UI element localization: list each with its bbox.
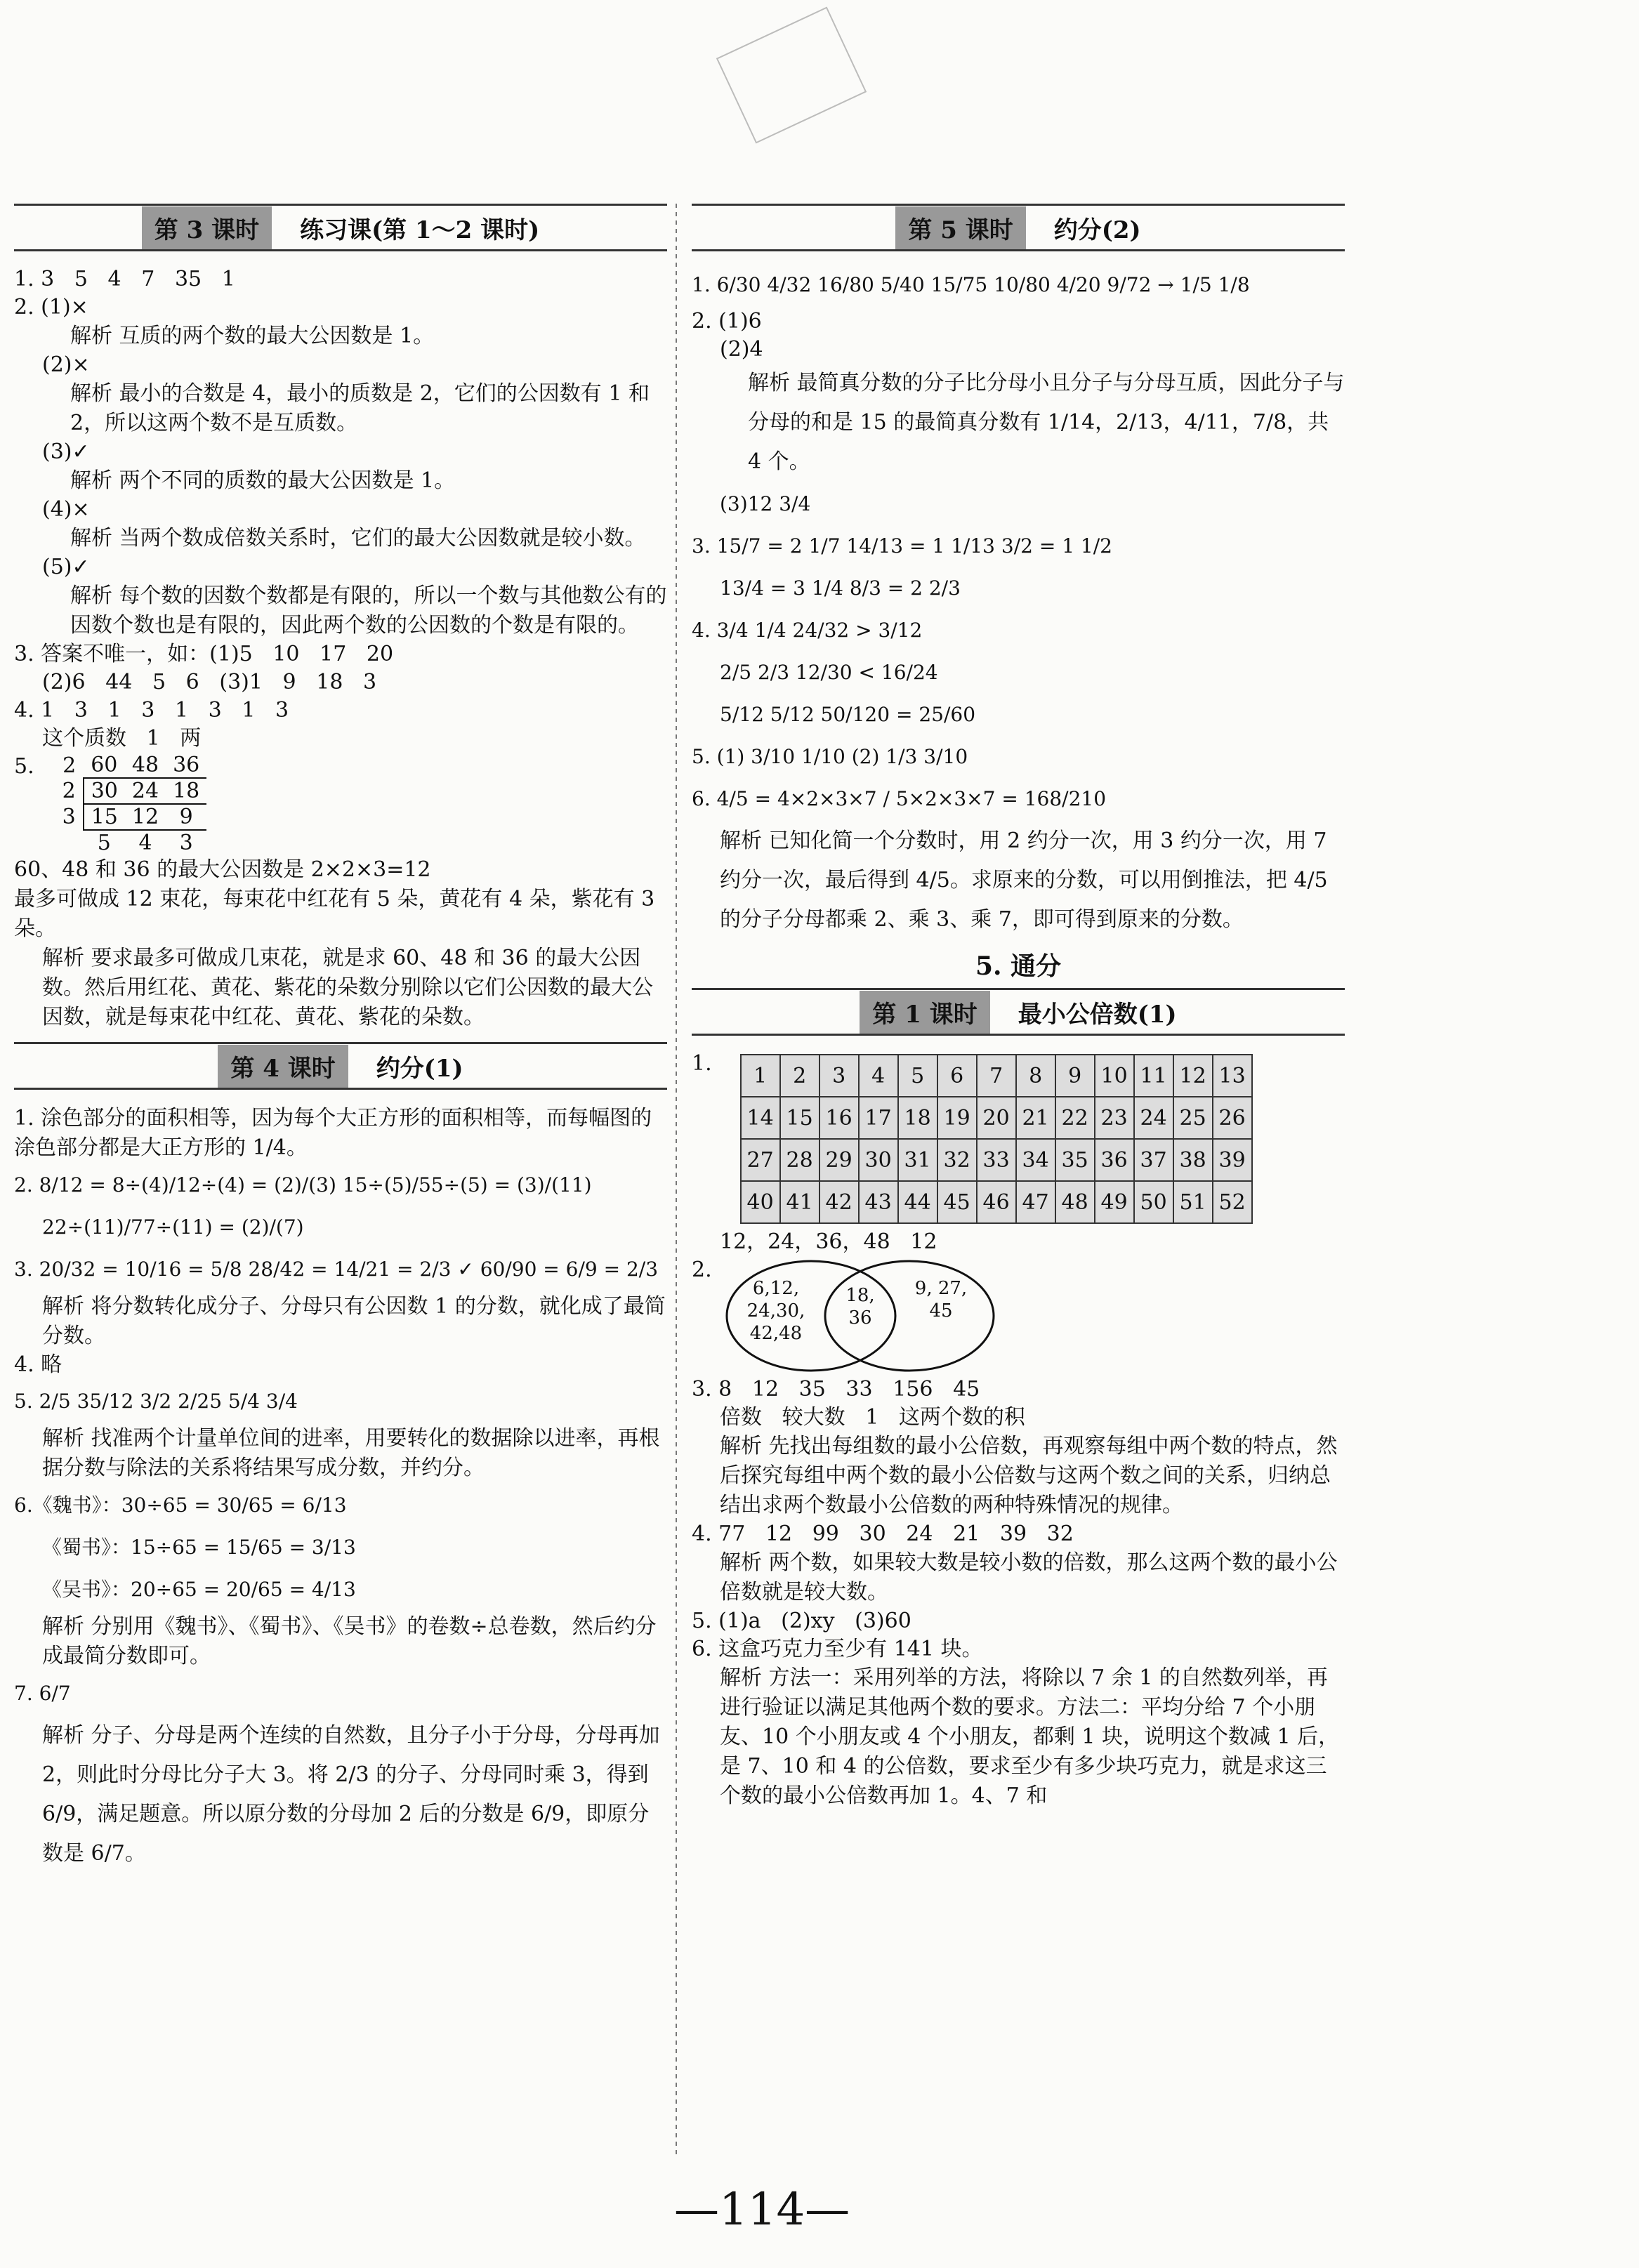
- answer-line: 12，24，36，48 12: [720, 1229, 937, 1254]
- answer-line: 3. 答案不唯一，如：(1)5 10 17 20: [14, 642, 394, 666]
- explanation: 解析 要求最多可做成几束花，就是求 60、48 和 36 的最大公因数。然后用红花、黄花、紫花的朵数分别除以它们公因数的最大公因数，就是每束花中红花、黄花、紫花的朵数。: [42, 946, 653, 1029]
- venn-left-set: 6,12, 24,30, 42,48: [746, 1278, 805, 1344]
- grid-cell: 29: [820, 1139, 859, 1181]
- grid-cell: 18: [898, 1097, 937, 1139]
- explanation: 解析 互质的两个数的最大公因数是 1。: [70, 324, 435, 348]
- answer-line: 倍数 较大数 1 这两个数的积: [720, 1405, 1025, 1430]
- lesson-tag: 第 1 课时: [860, 991, 989, 1034]
- explanation: 解析 最简真分数的分子比分母小且分子与分母互质，因此分子与分母的和是 15 的最简真分数有 1/14，2/13，4/11，7/8，共 4 个。: [748, 371, 1345, 474]
- lesson-tag: 第 5 课时: [895, 206, 1025, 249]
- grid-cell: 23: [1095, 1097, 1134, 1139]
- grid-cell: 35: [1055, 1139, 1095, 1181]
- answer-line: 60、48 和 36 的最大公因数是 2×2×3=12: [14, 857, 431, 882]
- short-division-table: 2 60 48 36 2 30 24 18 3 15 12 9 5 4 3: [55, 753, 207, 855]
- fraction-row: 7. 6/7: [14, 1682, 71, 1705]
- grid-cell: 43: [859, 1181, 898, 1223]
- explanation: 解析 当两个数成倍数关系时，它们的最大公因数就是较小数。: [70, 526, 646, 550]
- grid-cell: 1: [741, 1055, 780, 1097]
- fraction-row: 2/5 2/3 12/30 < 16/24: [720, 661, 938, 684]
- explanation: 解析 已知化简一个分数时，用 2 约分一次，用 3 约分一次，用 7 约分一次，最后得到 4/5。求原来的分数，可以用倒推法，把 4/5 的分子分母都乘 2、乘 3、乘 7，即可得到原来的分数。: [720, 829, 1328, 932]
- answer-line: 5. (1)a (2)xy (3)60: [692, 1609, 911, 1633]
- explanation: 解析 两个不同的质数的最大公因数是 1。: [70, 468, 456, 493]
- answer-line: (2)4: [720, 337, 763, 362]
- answer-line: 3. 8 12 35 33 156 45: [692, 1377, 980, 1402]
- fraction-row: 5/12 5/12 50/120 = 25/60: [720, 703, 976, 726]
- venn-right-set: 9, 27, 45: [914, 1278, 968, 1321]
- lesson-title: 约分(1): [376, 1054, 463, 1083]
- lesson-title: 最小公倍数(1): [1018, 1000, 1177, 1029]
- explanation: 解析 每个数的因数个数都是有限的，所以一个数与其他数公有的因数个数也是有限的，因此两个数的公因数的个数是有限的。: [70, 584, 667, 638]
- division-block: 5. 2 60 48 36 2 30 24 18 3 15 12 9 5 4 3: [14, 753, 667, 855]
- fraction-row: 3. 20/32 = 10/16 = 5/8 28/42 = 14/21 = 2/3 ✓ 60/90 = 6/9 = 2/3: [14, 1258, 659, 1281]
- grid-cell: 48: [1055, 1181, 1095, 1223]
- lesson-5-header: [692, 204, 1345, 251]
- grid-cell: 26: [1213, 1097, 1252, 1139]
- answer-line: 1. 涂色部分的面积相等，因为每个大正方形的面积相等，而每幅图的涂色部分都是大正方形的 1/4。: [14, 1106, 652, 1160]
- grid-cell: 16: [820, 1097, 859, 1139]
- fraction-row: 5. 2/5 35/12 3/2 2/25 5/4 3/4: [14, 1390, 298, 1413]
- lcm-lesson-1-header: [692, 988, 1345, 1036]
- column-divider: [676, 204, 677, 2156]
- grid-cell: 37: [1134, 1139, 1173, 1181]
- fraction-row: 《蜀书》：15÷65 = 15/65 = 3/13: [42, 1536, 356, 1559]
- answer-line: 6. 这盒巧克力至少有 141 块。: [692, 1637, 983, 1661]
- grid-cell: 30: [859, 1139, 898, 1181]
- grid-cell: 38: [1173, 1139, 1213, 1181]
- fraction-row: 1. 6/30 4/32 16/80 5/40 15/75 10/80 4/20 9/72 → 1/5 1/8: [692, 273, 1250, 296]
- answer-line: 这个质数 1 两: [42, 726, 202, 751]
- grid-cell: 41: [780, 1181, 820, 1223]
- section-title: 5. 通分: [975, 951, 1062, 981]
- explanation: 解析 分子、分母是两个连续的自然数，且分子小于分母，分母再加 2，则此时分母比分子大 3。将 2/3 的分子、分母同时乘 3，得到 6/9，满足题意。所以原分数的分母加 2 后的分数是 6/9，即原分数是 6/7。: [42, 1723, 660, 1866]
- grid-cell: 45: [937, 1181, 977, 1223]
- answer-line: 2. (1)6: [692, 309, 762, 334]
- grid-cell: 25: [1173, 1097, 1213, 1139]
- number-grid-block: 1. 1 2 3 4 5 6 7 8 9 10 11 12 13 14 15 16 17 18 19 20 21 22 23 24 25 26 27 28 29 30 31 32 33 34 35 36 37 38 39 40 41 42 43 44 45 46 47 48 49 50 51 52: [692, 1050, 1345, 1228]
- grid-cell: 31: [898, 1139, 937, 1181]
- answer-line: (2)×: [42, 352, 90, 377]
- answer-line: (4)×: [42, 497, 90, 522]
- right-column: [692, 204, 1345, 1811]
- explanation: 解析 两个数，如果较大数是较小数的倍数，那么这两个数的最小公倍数就是较大数。: [720, 1550, 1338, 1604]
- grid-cell: 20: [977, 1097, 1016, 1139]
- left-column: [14, 204, 667, 1873]
- grid-cell: 9: [1055, 1055, 1095, 1097]
- explanation: 解析 找准两个计量单位间的进率，用要转化的数据除以进率，再根据分数与除法的关系将结果写成分数，并约分。: [42, 1426, 660, 1480]
- grid-cell: 15: [780, 1097, 820, 1139]
- grid-row: [741, 1097, 1252, 1139]
- grid-cell: 4: [859, 1055, 898, 1097]
- answer-line: 2. (1)×: [14, 295, 88, 319]
- grid-cell: 47: [1016, 1181, 1055, 1223]
- explanation: 解析 将分数转化成分子、分母只有公因数 1 的分数，就化成了最简分数。: [42, 1294, 666, 1348]
- answer-line: 最多可做成 12 束花，每束花中红花有 5 朵，黄花有 4 朵，紫花有 3 朵。: [14, 887, 655, 941]
- grid-cell: 49: [1095, 1181, 1134, 1223]
- fraction-row: 5. (1) 3/10 1/10 (2) 1/3 3/10: [692, 745, 968, 768]
- lesson-tag: 第 4 课时: [218, 1045, 348, 1088]
- fraction-row: 13/4 = 3 1/4 8/3 = 2 2/3: [720, 576, 961, 600]
- grid-cell: 46: [977, 1181, 1016, 1223]
- grid-cell: 2: [780, 1055, 820, 1097]
- fraction-row: (3)12 3/4: [720, 492, 811, 515]
- answer-line: (2)6 44 5 6 (3)1 9 18 3: [42, 670, 377, 694]
- venn-diagram: 2. 6,12, 24,30, 42,48 18, 36 9, 27, 45: [720, 1256, 1345, 1376]
- grid-cell: 36: [1095, 1139, 1134, 1181]
- explanation: 解析 最小的合数是 4，最小的质数是 2，它们的公因数有 1 和 2，所以这两个数不是互质数。: [70, 381, 650, 435]
- grid-cell: 21: [1016, 1097, 1055, 1139]
- lesson-4-header: [14, 1042, 667, 1090]
- grid-cell: 42: [820, 1181, 859, 1223]
- answer-line: 4. 77 12 99 30 24 21 39 32: [692, 1522, 1074, 1546]
- grid-cell: 24: [1134, 1097, 1173, 1139]
- grid-cell: 17: [859, 1097, 898, 1139]
- stamp-watermark: [716, 7, 867, 144]
- grid-cell: 50: [1134, 1181, 1173, 1223]
- answer-line: (3)✓: [42, 440, 90, 464]
- grid-cell: 44: [898, 1181, 937, 1223]
- explanation: 解析 方法一：采用列举的方法，将除以 7 余 1 的自然数列举，再进行验证以满足其他两个数的要求。方法二：平均分给 7 个小朋友、10 个小朋友或 4 个小朋友，都剩 1 块，说明这个数减 1 后，是 7、10 和 4 的公倍数，要求至少有多少块巧克力，就是求这三个数的最小公倍数再加 1。4、7 和: [720, 1666, 1340, 1808]
- grid-cell: 13: [1213, 1055, 1252, 1097]
- grid-cell: 5: [898, 1055, 937, 1097]
- grid-cell: 32: [937, 1139, 977, 1181]
- fraction-row: 6.《魏书》：30÷65 = 30/65 = 6/13: [14, 1494, 347, 1517]
- grid-cell: 7: [977, 1055, 1016, 1097]
- grid-cell: 27: [741, 1139, 780, 1181]
- answer-line: 1. 3 5 4 7 35 1: [14, 267, 235, 291]
- grid-cell: 12: [1173, 1055, 1213, 1097]
- grid-cell: 11: [1134, 1055, 1173, 1097]
- lesson-3-header: [14, 204, 667, 251]
- lesson-tag: 第 3 课时: [142, 206, 272, 249]
- grid-cell: 28: [780, 1139, 820, 1181]
- venn-intersection: 18, 36: [845, 1285, 875, 1329]
- grid-cell: 51: [1173, 1181, 1213, 1223]
- grid-row: [741, 1181, 1252, 1223]
- grid-cell: 33: [977, 1139, 1016, 1181]
- fraction-row: 6. 4/5 = 4×2×3×7 / 5×2×3×7 = 168/210: [692, 787, 1107, 810]
- page-number: —114—: [674, 2184, 850, 2236]
- grid-cell: 6: [937, 1055, 977, 1097]
- grid-cell: 40: [741, 1181, 780, 1223]
- fraction-row: 22÷(11)/77÷(11) = (2)/(7): [42, 1215, 304, 1239]
- fraction-row: 2. 8/12 = 8÷(4)/12÷(4) = (2)/(3) 15÷(5)/55÷(5) = (3)/(11): [14, 1173, 592, 1196]
- grid-cell: 39: [1213, 1139, 1252, 1181]
- answer-line: (5)✓: [42, 555, 90, 579]
- answer-line: 4. 略: [14, 1352, 62, 1377]
- lesson-title: 约分(2): [1053, 216, 1141, 244]
- grid-cell: 10: [1095, 1055, 1134, 1097]
- fraction-row: 《吴书》：20÷65 = 20/65 = 4/13: [42, 1578, 356, 1601]
- number-grid: [740, 1054, 1253, 1224]
- explanation: 解析 分别用《魏书》、《蜀书》、《吴书》的卷数÷总卷数，然后约分成最简分数即可。: [42, 1614, 657, 1668]
- grid-cell: 19: [937, 1097, 977, 1139]
- grid-cell: 22: [1055, 1097, 1095, 1139]
- answer-line: 4. 1 3 1 3 1 3 1 3: [14, 698, 289, 723]
- fraction-row: 4. 3/4 1/4 24/32 > 3/12: [692, 619, 923, 642]
- grid-cell: 52: [1213, 1181, 1252, 1223]
- lesson-title: 练习课(第 1～2 课时): [300, 216, 540, 244]
- explanation: 解析 先找出每组数的最小公倍数，再观察每组中两个数的特点，然后探究每组中两个数的最小公倍数与这两个数之间的关系，归纳总结出求两个数最小公倍数的两种特殊情况的规律。: [720, 1434, 1338, 1517]
- fraction-row: 3. 15/7 = 2 1/7 14/13 = 1 1/13 3/2 = 1 1/2: [692, 534, 1112, 558]
- grid-cell: 14: [741, 1097, 780, 1139]
- grid-row: [741, 1055, 1252, 1097]
- grid-cell: 8: [1016, 1055, 1055, 1097]
- grid-row: [741, 1139, 1252, 1181]
- grid-cell: 3: [820, 1055, 859, 1097]
- grid-cell: 34: [1016, 1139, 1055, 1181]
